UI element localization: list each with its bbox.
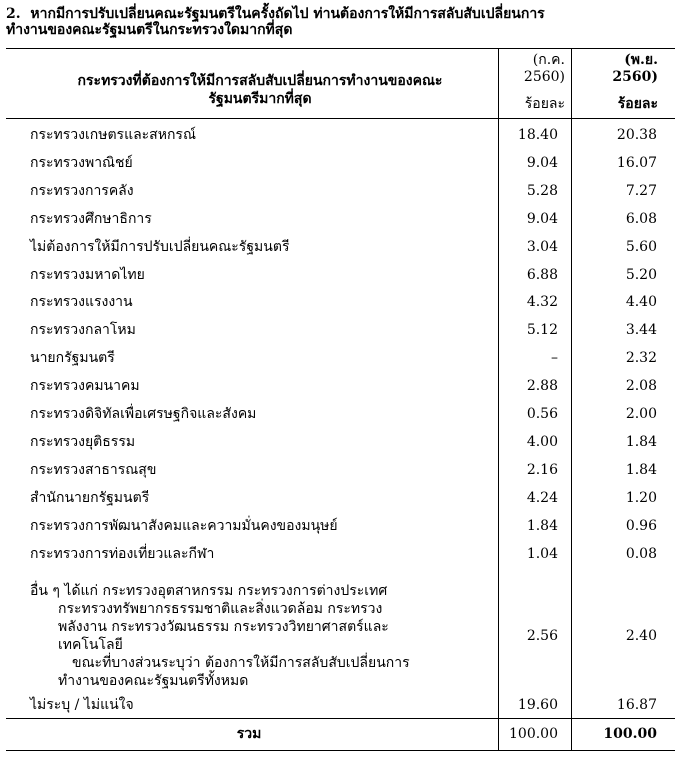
- table-row-value-jul: 2.88: [526, 378, 558, 394]
- table-row-value-jul: 4.32: [526, 294, 558, 310]
- table-row-value-nov: 0.96: [625, 518, 657, 534]
- table-row-label: กระทรวงยุติธรรม: [30, 434, 136, 450]
- table-row-value-nov: 3.44: [625, 322, 657, 338]
- table-row-value-nov: 1.84: [625, 462, 657, 478]
- table-row-value-jul: 2.16: [526, 462, 558, 478]
- table-row-label: กระทรวงศึกษาธิการ: [30, 211, 152, 227]
- column-header-jul-2560: (ก.ค. 2560) ร้อยละ: [505, 52, 565, 113]
- table-row-value-nov: 2.32: [625, 350, 657, 366]
- table-row-label: กระทรวงสาธารณสุข: [30, 462, 157, 478]
- table-row-label: กระทรวงแรงงาน: [30, 294, 133, 310]
- table-row-label: กระทรวงการคลัง: [30, 183, 134, 199]
- table-row-label: นายกรัฐมนตรี: [30, 350, 115, 366]
- table-row-label: กระทรวงมหาดไทย: [30, 267, 145, 283]
- table-row-value-nov: 1.20: [625, 490, 657, 506]
- column-divider-1: [498, 48, 499, 750]
- question-heading: [6, 6, 674, 38]
- table-row-value-jul: 1.04: [526, 546, 558, 562]
- question-text-line-2: ทำงานของคณะรัฐมนตรีในกระทรวงใดมากที่สุด: [6, 22, 293, 38]
- total-value-jul: 100.00: [509, 726, 558, 742]
- table-row-value-jul: 3.04: [526, 239, 558, 255]
- table-row-value-nov: 2.08: [625, 378, 657, 394]
- table-row-value-nov: 20.38: [616, 127, 657, 143]
- table-row-label: สำนักนายกรัฐมนตรี: [30, 490, 150, 506]
- column-unit-percent: ร้อยละ: [524, 96, 565, 112]
- header-bottom-border: [6, 118, 675, 119]
- total-row-label: รวม: [236, 726, 262, 742]
- table-row-label: กระทรวงดิจิทัลเพื่อเศรษฐกิจและสังคม: [30, 406, 257, 422]
- table-row-label: ไม่ต้องการให้มีการปรับเปลี่ยนคณะรัฐมนตรี: [30, 239, 290, 255]
- table-row-label: กระทรวงพาณิชย์: [30, 155, 133, 171]
- table-row-value-nov: 16.07: [616, 155, 657, 171]
- total-value-nov: 100.00: [603, 726, 657, 742]
- unsure-value-nov: 16.87: [616, 697, 657, 713]
- table-row-label: กระทรวงคมนาคม: [30, 378, 140, 394]
- table-row-value-jul: 1.84: [526, 518, 558, 534]
- table-row-value-jul: 5.28: [526, 183, 558, 199]
- table-row-label: กระทรวงกลาโหม: [30, 322, 136, 338]
- table-row-value-nov: 2.00: [625, 406, 657, 422]
- table-row-value-jul: 6.88: [526, 267, 558, 283]
- table-row-value-nov: 1.84: [625, 434, 657, 450]
- column-header-nov-2560: (พ.ย. 2560) ร้อยละ: [578, 52, 658, 113]
- others-value-jul: 2.56: [526, 628, 558, 644]
- question-number: 2.: [6, 6, 21, 22]
- table-row-label: กระทรวงการพัฒนาสังคมและความมั่นคงของมนุษย์: [30, 518, 338, 534]
- table-row-value-nov: 5.60: [625, 239, 657, 255]
- others-row-label: อื่น ๆ ได้แก่ กระทรวงอุตสาหกรรม กระทรวงการต่างประเทศ กระทรวงทรัพยากรธรรมชาติและสิ่งแวดล้อม กระทรวง พลังงาน กระทรวงวัฒนธรรม กระทรวงวิทยาศาสตร์และ เทคโนโลยี ขณะที่บางส่วนระบุว่า ต้องการให้มีการสลับสับเปลี่ยนการ ทำงานของคณะรัฐมนตรีทั้งหมด: [30, 583, 410, 689]
- column-divider-2: [571, 48, 572, 750]
- table-top-border: [6, 48, 675, 49]
- total-top-border: [6, 718, 675, 719]
- table-row-label: กระทรวงการท่องเที่ยวและกีฬา: [30, 546, 215, 562]
- table-row-value-jul: –: [551, 350, 558, 366]
- column-unit-percent: ร้อยละ: [617, 96, 658, 112]
- table-row-value-jul: 18.40: [517, 127, 558, 143]
- table-bottom-border: [6, 750, 675, 751]
- column-header-ministry: กระทรวงที่ต้องการให้มีการสลับสับเปลี่ยนการทำงานของคณะ รัฐมนตรีมากที่สุด: [77, 73, 443, 107]
- others-value-nov: 2.40: [625, 628, 657, 644]
- table-row-value-jul: 4.24: [526, 490, 558, 506]
- unsure-row-label: ไม่ระบุ / ไม่แน่ใจ: [30, 697, 134, 713]
- table-row-value-nov: 7.27: [625, 183, 657, 199]
- unsure-value-jul: 19.60: [517, 697, 558, 713]
- table-row-value-nov: 0.08: [625, 546, 657, 562]
- table-row-value-nov: 5.20: [625, 267, 657, 283]
- table-row-value-jul: 0.56: [526, 406, 558, 422]
- question-text-line-1: หากมีการปรับเปลี่ยนคณะรัฐมนตรีในครั้งถัดไป ท่านต้องการให้มีการสลับสับเปลี่ยนการ: [30, 6, 545, 22]
- table-row-value-jul: 4.00: [526, 434, 558, 450]
- table-row-value-jul: 9.04: [526, 155, 558, 171]
- table-row-value-nov: 4.40: [625, 294, 657, 310]
- table-row-label: กระทรวงเกษตรและสหกรณ์: [30, 127, 196, 143]
- table-row-value-jul: 9.04: [526, 211, 558, 227]
- table-row-value-jul: 5.12: [526, 322, 558, 338]
- table-row-value-nov: 6.08: [625, 211, 657, 227]
